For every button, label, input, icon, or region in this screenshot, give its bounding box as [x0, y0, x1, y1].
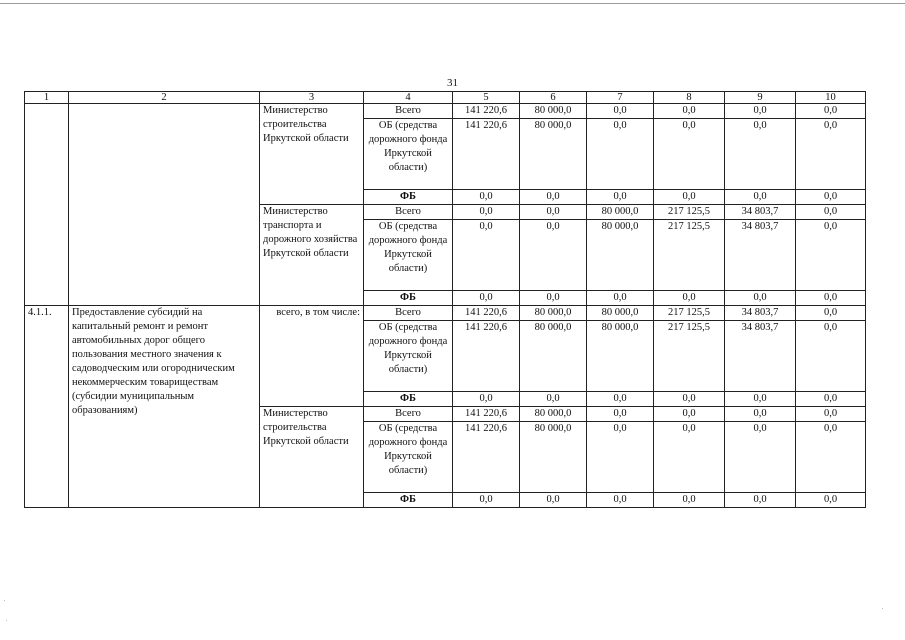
- header-cell: 1: [25, 92, 69, 104]
- executor-cell: Министерство транспорта и дорожного хозяйства Иркутской области: [260, 205, 364, 306]
- value-cell: 0,0: [520, 291, 587, 306]
- value-cell: 0,0: [453, 493, 520, 508]
- value-cell: 0,0: [654, 291, 725, 306]
- value-cell: 217 125,5: [654, 220, 725, 291]
- value-cell: 80 000,0: [587, 220, 654, 291]
- item-name-cell: Предоставление субсидий на капитальный ремонт и ремонт автомобильных дорог общего пользования местного значения к садоводческим или огородническим некоммерческим товариществам (субсидии муниципальным образованиям): [69, 306, 260, 508]
- funding-source-cell: Всего: [364, 306, 453, 321]
- value-cell: 0,0: [654, 407, 725, 422]
- scan-speck: [4, 600, 5, 601]
- funding-source-cell: ФБ: [364, 291, 453, 306]
- value-cell: 0,0: [725, 493, 796, 508]
- value-cell: 0,0: [725, 407, 796, 422]
- header-row: [25, 92, 866, 104]
- value-cell: 80 000,0: [520, 119, 587, 190]
- funding-source-cell: ФБ: [364, 190, 453, 205]
- value-cell: 0,0: [796, 493, 866, 508]
- value-cell: 0,0: [725, 104, 796, 119]
- value-cell: 80 000,0: [520, 422, 587, 493]
- value-cell: 0,0: [654, 104, 725, 119]
- value-cell: 0,0: [587, 422, 654, 493]
- header-cell: 9: [725, 92, 796, 104]
- value-cell: 141 220,6: [453, 321, 520, 392]
- value-cell: 80 000,0: [587, 205, 654, 220]
- header-cell: 3: [260, 92, 364, 104]
- value-cell: 0,0: [453, 220, 520, 291]
- value-cell: 0,0: [520, 493, 587, 508]
- executor-cell: Министерство строительства Иркутской области: [260, 407, 364, 508]
- value-cell: 80 000,0: [520, 306, 587, 321]
- value-cell: 0,0: [796, 306, 866, 321]
- funding-source-cell: ОБ (средства дорожного фонда Иркутской области): [364, 422, 453, 493]
- value-cell: 217 125,5: [654, 205, 725, 220]
- value-cell: 0,0: [453, 205, 520, 220]
- header-cell: 4: [364, 92, 453, 104]
- funding-source-cell: ФБ: [364, 493, 453, 508]
- value-cell: 0,0: [796, 190, 866, 205]
- header-cell: 2: [69, 92, 260, 104]
- funding-source-cell: Всего: [364, 104, 453, 119]
- value-cell: 0,0: [796, 321, 866, 392]
- scan-edge-line: [0, 3, 905, 4]
- item-number-cell: [25, 104, 69, 306]
- header-cell: 6: [520, 92, 587, 104]
- executor-cell: всего, в том числе:: [260, 306, 364, 407]
- value-cell: 141 220,6: [453, 104, 520, 119]
- value-cell: 34 803,7: [725, 321, 796, 392]
- value-cell: 141 220,6: [453, 306, 520, 321]
- value-cell: 0,0: [725, 392, 796, 407]
- value-cell: 0,0: [587, 119, 654, 190]
- value-cell: 0,0: [796, 407, 866, 422]
- scan-speck: [882, 608, 883, 609]
- budget-table: [24, 91, 866, 508]
- value-cell: 141 220,6: [453, 407, 520, 422]
- value-cell: 80 000,0: [587, 306, 654, 321]
- funding-source-cell: Всего: [364, 407, 453, 422]
- value-cell: 0,0: [796, 104, 866, 119]
- value-cell: 0,0: [654, 392, 725, 407]
- header-cell: 8: [654, 92, 725, 104]
- value-cell: 141 220,6: [453, 422, 520, 493]
- funding-source-cell: ОБ (средства дорожного фонда Иркутской области): [364, 321, 453, 392]
- funding-source-cell: Всего: [364, 205, 453, 220]
- header-cell: 10: [796, 92, 866, 104]
- funding-source-cell: ОБ (средства дорожного фонда Иркутской области): [364, 119, 453, 190]
- value-cell: 0,0: [587, 493, 654, 508]
- value-cell: 0,0: [796, 205, 866, 220]
- value-cell: 0,0: [725, 190, 796, 205]
- value-cell: 0,0: [654, 119, 725, 190]
- item-number-cell: 4.1.1.: [25, 306, 69, 508]
- value-cell: 34 803,7: [725, 220, 796, 291]
- value-cell: 0,0: [796, 422, 866, 493]
- value-cell: 0,0: [725, 422, 796, 493]
- value-cell: 0,0: [796, 220, 866, 291]
- value-cell: 0,0: [654, 493, 725, 508]
- funding-source-cell: ОБ (средства дорожного фонда Иркутской области): [364, 220, 453, 291]
- value-cell: 0,0: [520, 392, 587, 407]
- value-cell: 0,0: [796, 119, 866, 190]
- value-cell: 80 000,0: [520, 321, 587, 392]
- value-cell: 0,0: [725, 119, 796, 190]
- value-cell: 0,0: [654, 422, 725, 493]
- executor-cell: Министерство строительства Иркутской области: [260, 104, 364, 205]
- value-cell: 0,0: [453, 190, 520, 205]
- header-cell: 5: [453, 92, 520, 104]
- value-cell: 0,0: [654, 190, 725, 205]
- value-cell: 0,0: [587, 407, 654, 422]
- value-cell: 217 125,5: [654, 321, 725, 392]
- header-cell: 7: [587, 92, 654, 104]
- scan-speck: [6, 620, 7, 621]
- value-cell: 0,0: [587, 104, 654, 119]
- value-cell: 141 220,6: [453, 119, 520, 190]
- value-cell: 0,0: [520, 220, 587, 291]
- value-cell: 0,0: [520, 190, 587, 205]
- table-row: [25, 104, 866, 119]
- value-cell: 0,0: [796, 392, 866, 407]
- value-cell: 80 000,0: [520, 104, 587, 119]
- table-row: [25, 306, 866, 321]
- value-cell: 0,0: [587, 392, 654, 407]
- value-cell: 0,0: [520, 205, 587, 220]
- item-name-cell: [69, 104, 260, 306]
- value-cell: 217 125,5: [654, 306, 725, 321]
- value-cell: 0,0: [453, 291, 520, 306]
- value-cell: 80 000,0: [520, 407, 587, 422]
- value-cell: 0,0: [453, 392, 520, 407]
- value-cell: 0,0: [725, 291, 796, 306]
- page-number: 31: [447, 77, 458, 89]
- funding-source-cell: ФБ: [364, 392, 453, 407]
- value-cell: 80 000,0: [587, 321, 654, 392]
- value-cell: 0,0: [587, 190, 654, 205]
- value-cell: 34 803,7: [725, 205, 796, 220]
- value-cell: 0,0: [587, 291, 654, 306]
- value-cell: 0,0: [796, 291, 866, 306]
- value-cell: 34 803,7: [725, 306, 796, 321]
